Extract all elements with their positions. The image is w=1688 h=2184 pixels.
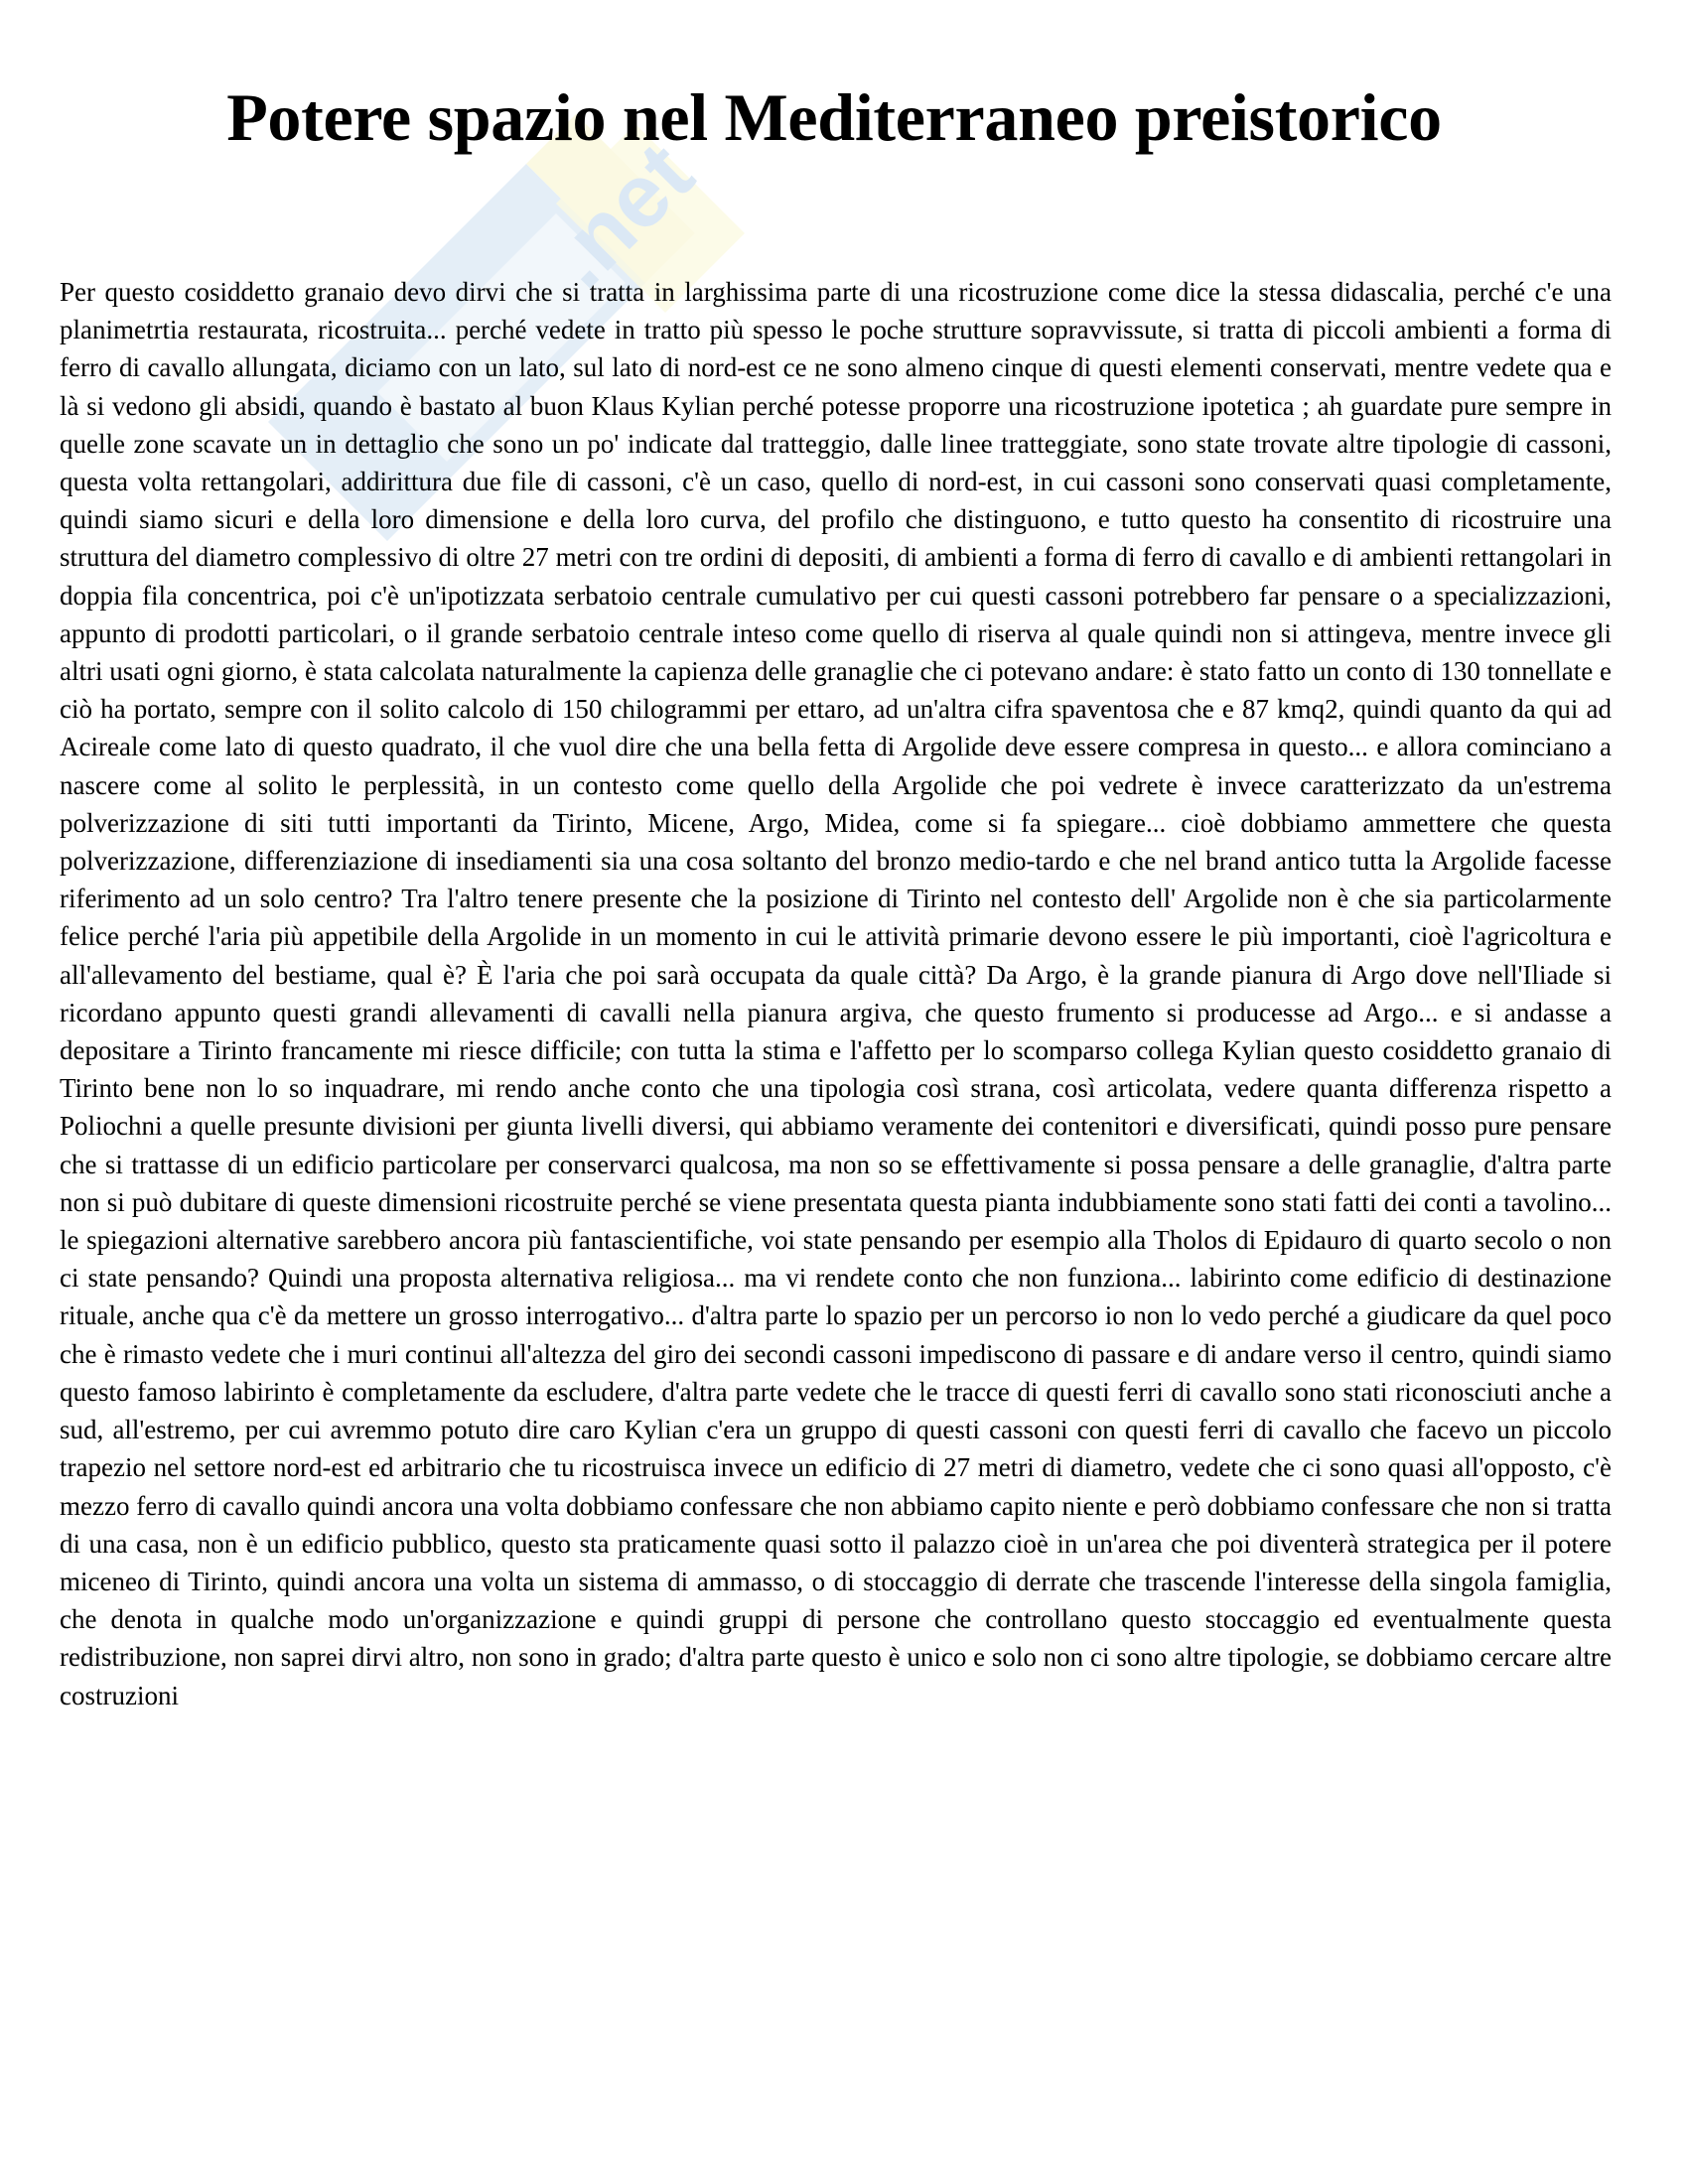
- watermark-text: .net: [529, 124, 713, 308]
- document-title: Potere spazio nel Mediterraneo preistorico: [226, 79, 1442, 155]
- body-paragraph: Per questo cosiddetto granaio devo dirvi che si tratta in larghissima parte di una ricostruzione come dice la stessa didascalia, perché c'e una planimetrtia restaurata, ricostruita... perché vedete in tratto più spesso le poche strutture sopravvissute, si tratta di piccoli ambienti a forma di ferro di cavallo allungata, diciamo con un lato, sul lato di nord-est ce ne sono almeno cinque di questi elementi conservati, mentre vedete qua e là si vedono gli absidi, quando è bastato al buon Klaus Kylian perché potesse proporre una ricostruzione ipotetica ; ah guardate pure sempre in quelle zone scavate un in dettaglio che sono un po' indicate dal tratteggio, dalle linee tratteggiate, sono state trovate altre tipologie di cassoni, questa volta rettangolari, addirittura due file di cassoni, c'è un caso, quello di nord-est, in cui cassoni sono conservati quasi completamente, quindi siamo sicuri e della loro dimensione e della loro curva, del profilo che distinguono, e tutto questo ha consentito di ricostruire una struttura del diametro complessivo di oltre 27 metri con tre ordini di depositi, di ambienti a forma di ferro di cavallo e di ambienti rettangolari in doppia fila concentrica, poi c'è un'ipotizzata serbatoio centrale cumulativo per cui questi cassoni potrebbero far pensare o a specializzazioni, appunto di prodotti particolari, o il grande serbatoio centrale inteso come quello di riserva al quale quindi non si attingeva, mentre invece gli altri usati ogni giorno, è stata calcolata naturalmente la capienza delle granaglie che ci potevano andare: è stato fatto un conto di 130 tonnellate e ciò ha portato, sempre con il solito calcolo di 150 chilogrammi per ettaro, ad un'altra cifra spaventosa che e 87 kmq2, quindi quanto da qui ad Acireale come lato di questo quadrato, il che vuol dire che una bella fetta di Argolide deve essere compresa in questo... e allora cominciano a nascere come al solito le perplessità, in un contesto come quello della Argolide che poi vedrete è invece caratterizzato da un'estrema polverizzazione di siti tutti importanti da Tirinto, Micene, Argo, Midea, come si fa spiegare... cioè dobbiamo ammettere che questa polverizzazione, differenziazione di insediamenti sia una cosa soltanto del bronzo medio-tardo e che nel brand antico tutta la Argolide facesse riferimento ad un solo centro? Tra l'altro tenere presente che la posizione di Tirinto nel contesto dell' Argolide non è che sia particolarmente felice perché l'aria più appetibile della Argolide in un momento in cui le attività primarie devono essere le più importanti, cioè l'agricoltura e all'allevamento del bestiame, qual è? È l'aria che poi sarà occupata da quale città? Da Argo, è la grande pianura di Argo dove nell'Iliade si ricordano appunto questi grandi allevamenti di cavalli nella pianura argiva, che questo frumento si producesse ad Argo... e si andasse a depositare a Tirinto francamente mi riesce difficile; con tutta la stima e l'affetto per lo scomparso collega Kylian questo cosiddetto granaio di Tirinto bene non lo so inquadrare, mi rendo anche conto che una tipologia così strana, così articolata, vedere quanta differenza rispetto a Poliochni a quelle presunte divisioni per giunta livelli diversi, qui abbiamo veramente dei contenitori e diversificati, quindi posso pure pensare che si trattasse di un edificio particolare per conservarci qualcosa, ma non so se effettivamente si possa pensare a delle granaglie, d'altra parte non si può dubitare di queste dimensioni ricostruite perché se viene presentata questa pianta indubbiamente sono stati fatti dei conti a tavolino... le spiegazioni alternative sarebbero ancora più fantascientifiche, voi state pensando per esempio alla Tholos di Epidauro di quarto secolo o non ci state pensando? Quindi una proposta alternativa religiosa... ma vi rendete conto che non funziona... labirinto come edificio di destinazione rituale, anche qua c'è da mettere un grosso interrogativo... d'altra parte lo spazio per un percorso io non lo vedo perché a giudicare da quel poco che è rimasto vedete che i muri continui all'altezza del giro dei secondi cassoni impediscono di passare e di andare verso il centro, quindi siamo questo famoso labirinto è completamente da escludere, d'altra parte vedete che le tracce di questi ferri di cavallo sono stati riconosciuti anche a sud, all'estremo, per cui avremmo potuto dire caro Kylian c'era un gruppo di questi cassoni con questi ferri di cavallo che facevo un piccolo trapezio nel settore nord-est ed arbitrario che tu ricostruisca invece un edificio di 27 metri di diametro, vedete che ci sono quasi all'opposto, c'è mezzo ferro di cavallo quindi ancora una volta dobbiamo confessare che non abbiamo capito niente e però dobbiamo confessare che non si tratta di una casa, non è un edificio pubblico, questo sta praticamente quasi sotto il palazzo cioè in un'area che poi diventerà strategica per il potere miceneo di Tirinto, quindi ancora una volta un sistema di ammasso, o di stoccaggio di derrate che trascende l'interesse della singola famiglia, che denota in qualche modo un'organizzazione e quindi gruppi di persone che controllano questo stoccaggio ed eventualmente questa redistribuzione, non saprei dirvi altro, non sono in grado; d'altra parte questo è unico e solo non ci sono altre tipologie, se dobbiamo cercare altre costruzioni: [60, 277, 1612, 1710]
